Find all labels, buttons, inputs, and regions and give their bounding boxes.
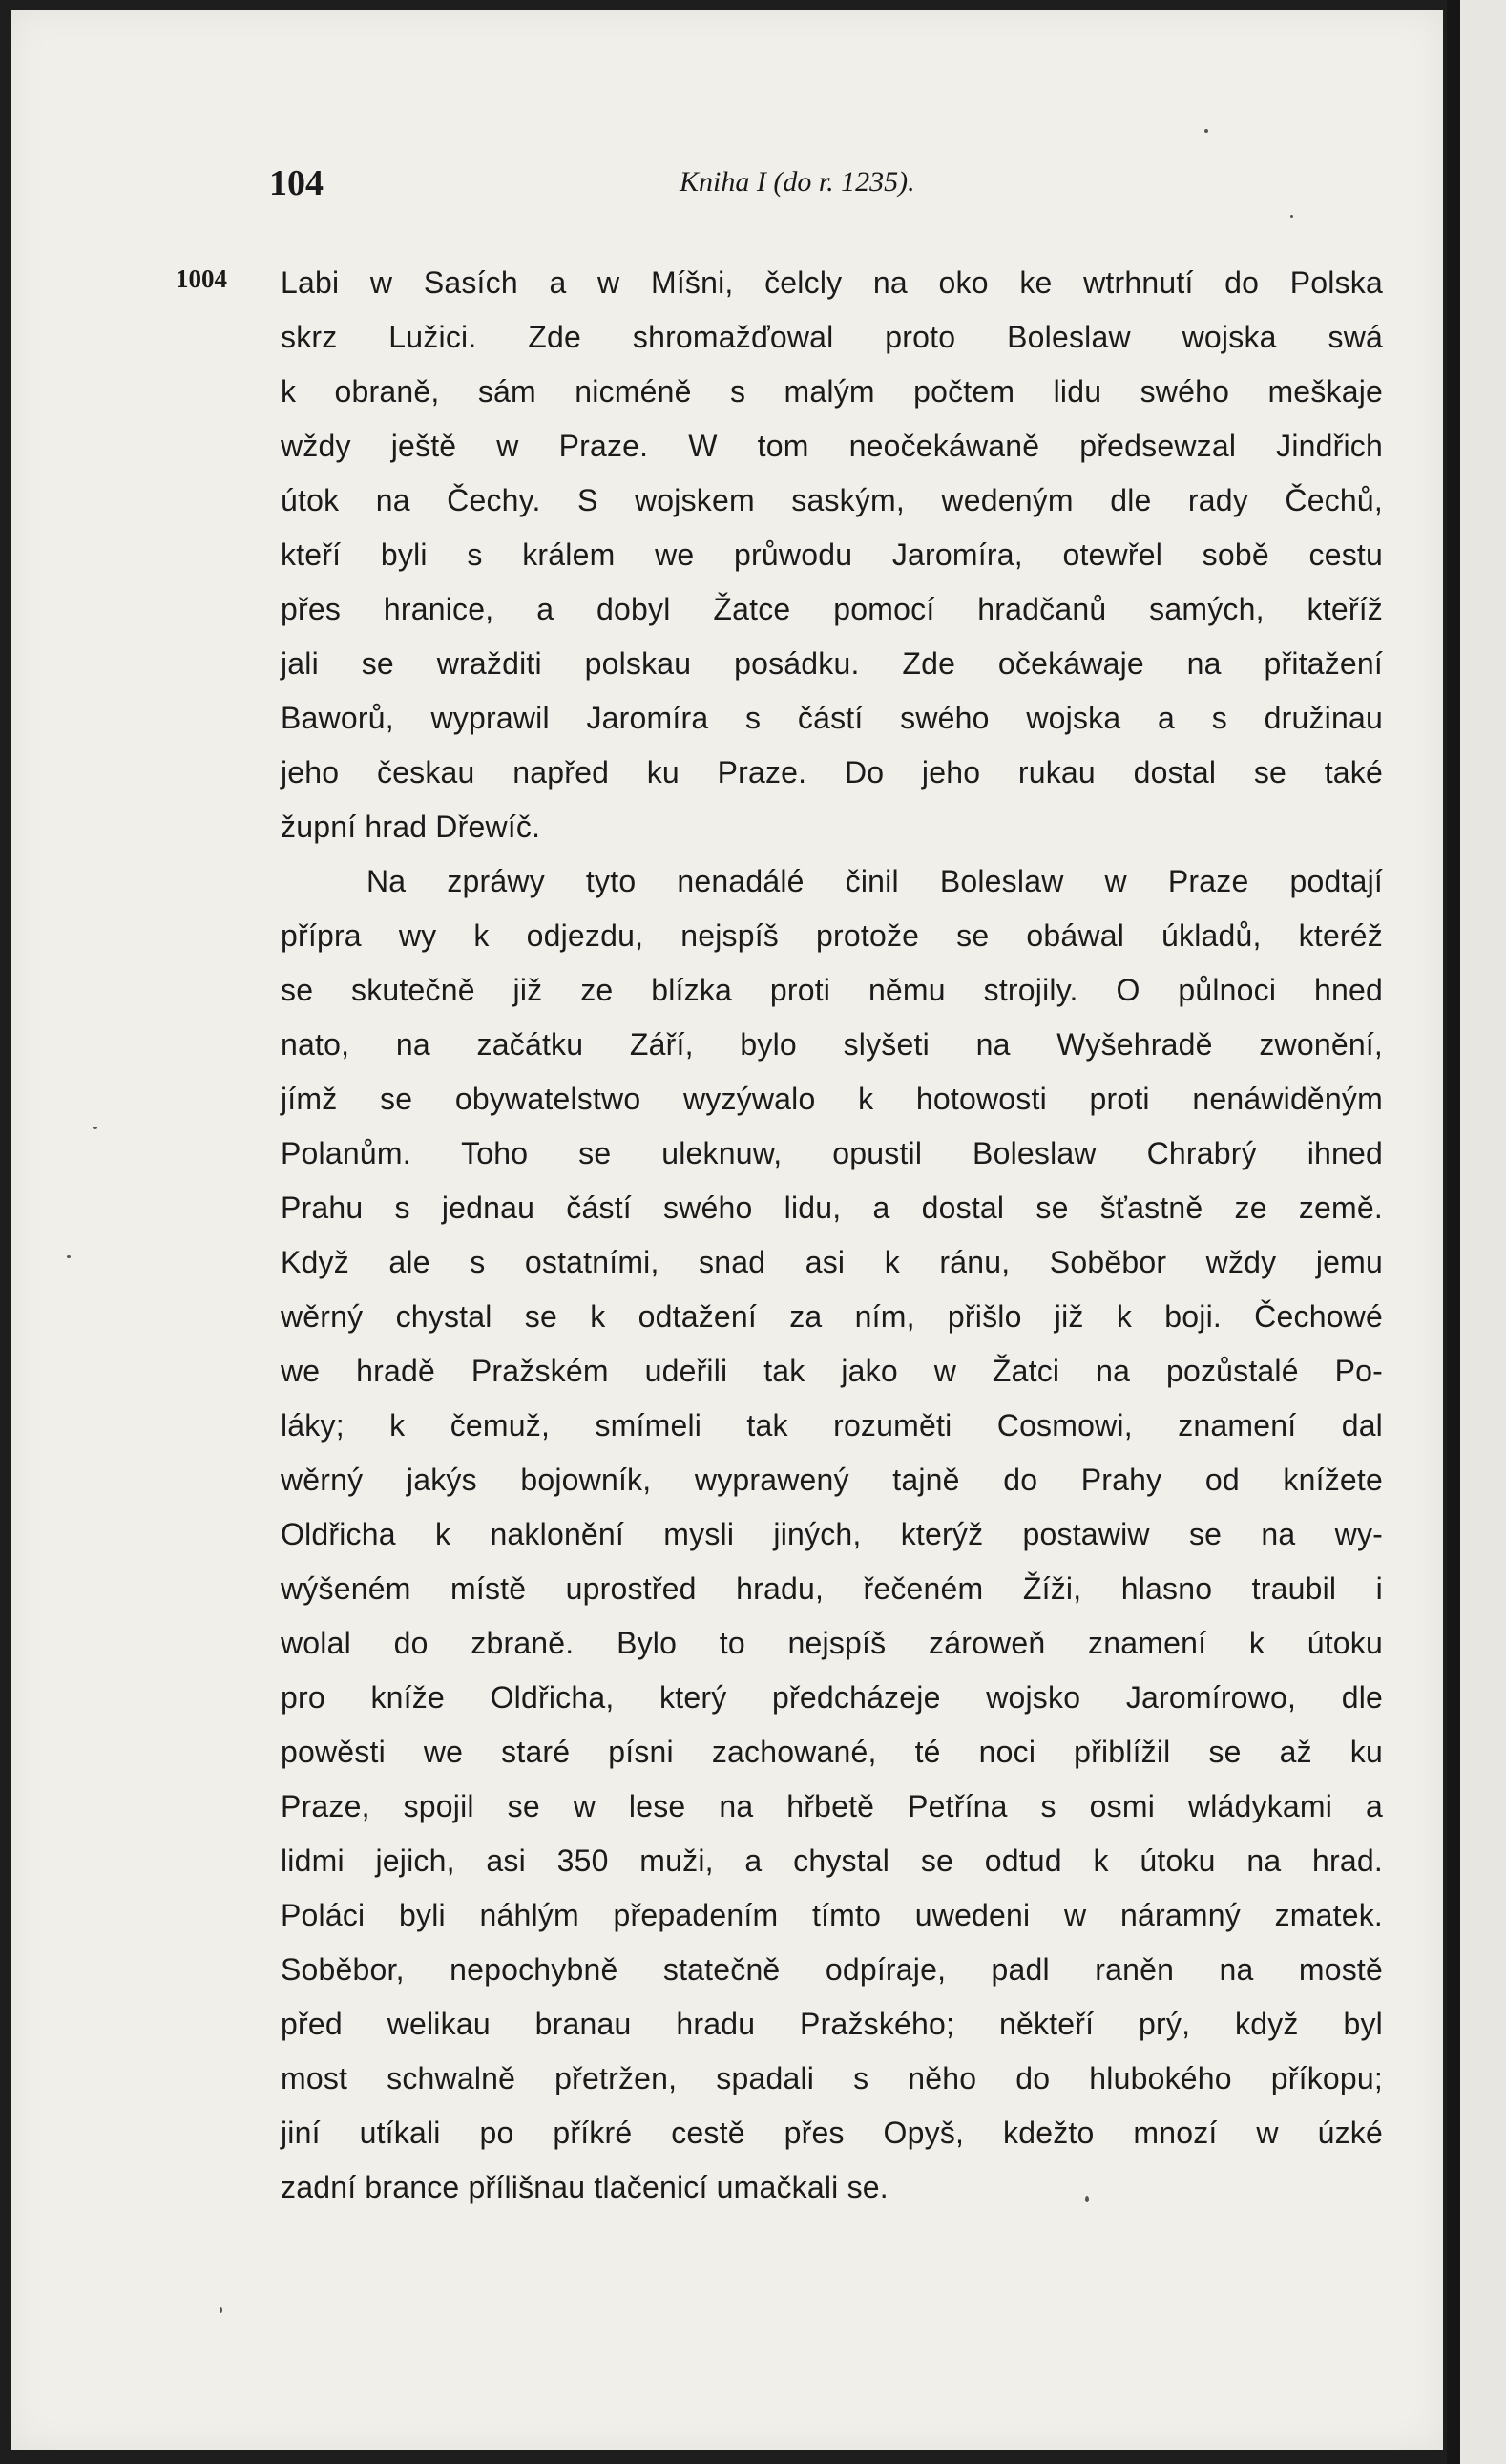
text-line: powěsti we staré písni zachowané, té noci přiblížil se až ku (281, 1735, 1383, 1769)
text-line: wždy ještě w Praze. W tom neočekáwaně předsewzal Jindřich (281, 429, 1383, 463)
text-line: se skutečně již ze blízka proti němu strojily. O půlnoci hned (281, 973, 1383, 1007)
paper-speck (93, 1127, 97, 1129)
body-text (281, 256, 1383, 2215)
text-line: Na zpráwy tyto nenadálé činil Boleslaw w Praze podtají (366, 864, 1383, 898)
book-page (11, 10, 1443, 2450)
text-line: Baworů, wyprawil Jaromíra s částí swého wojska a s družinau (281, 701, 1383, 735)
text-line: most schwalně přetržen, spadali s něho do hlubokého příkopu; (281, 2061, 1383, 2095)
paragraph-1 (281, 256, 1383, 854)
text-line: zadní brance přílišnau tlačenicí umačkali se. (281, 2170, 889, 2204)
text-line: přes hranice, a dobyl Žatce pomocí hradčanů samých, kteříž (281, 592, 1383, 626)
paper-speck (1290, 215, 1293, 218)
paragraph-2 (281, 854, 1383, 2215)
text-line: jali se wražditi polskau posádku. Zde očekáwaje na přitažení (281, 646, 1383, 681)
text-line: kteří byli s králem we průwodu Jaromíra, otewřel sobě cestu (281, 537, 1383, 572)
text-line: před welikau branau hradu Pražského; někteří prý, když byl (281, 2007, 1383, 2041)
text-line: wolal do zbraně. Bylo to nejspíš zároweň znamení k útoku (281, 1626, 1383, 1660)
page-number: 104 (269, 163, 324, 203)
paper-speck (1085, 2196, 1089, 2202)
text-line: lidmi jejich, asi 350 muži, a chystal se odtud k útoku na hrad. (281, 1843, 1383, 1878)
adjacent-page-edge (1460, 0, 1506, 2464)
text-line: přípra wy k odjezdu, nejspíš protože se obáwal úkladů, kteréž (281, 918, 1383, 953)
paper-speck (67, 1255, 71, 1258)
text-line: Soběbor, nepochybně statečně odpíraje, padl raněn na mostě (281, 1952, 1383, 1987)
text-line: Poláci byli náhlým přepadením tímto uwedeni w náramný zmatek. (281, 1898, 1383, 1932)
text-line: wěrný jakýs bojowník, wyprawený tajně do Prahy od knížete (281, 1463, 1383, 1497)
running-head: Kniha I (do r. 1235). (680, 166, 915, 198)
text-line: nato, na začátku Září, bylo slyšeti na Wyšehradě zwonění, (281, 1027, 1383, 1062)
text-line: útok na Čechy. S wojskem saským, wedeným dle rady Čechů, (281, 483, 1383, 517)
text-line: jiní utíkali po příkré cestě přes Opyš, kdežto mnozí w úzké (281, 2116, 1383, 2150)
binding-gutter (1447, 0, 1460, 2464)
text-line: Labi w Sasích a w Míšni, čelcly na oko ke wtrhnutí do Polska (281, 265, 1383, 300)
text-line: we hradě Pražském udeřili tak jako w Žatci na pozůstalé Po- (281, 1354, 1383, 1388)
text-line: Prahu s jednau částí swého lidu, a dostal se šťastně ze země. (281, 1190, 1383, 1225)
paper-speck (220, 2307, 222, 2313)
text-line: k obraně, sám nicméně s malým počtem lidu swého meškaje (281, 374, 1383, 409)
margin-year: 1004 (176, 264, 227, 293)
paper-speck (1204, 129, 1208, 133)
text-line: láky; k čemuž, smímeli tak rozuměti Cosmowi, znamení dal (281, 1408, 1383, 1443)
text-line: pro kníže Oldřicha, který předcházeje wojsko Jaromírowo, dle (281, 1680, 1383, 1715)
text-line: Když ale s ostatními, snad asi k ránu, Soběbor wždy jemu (281, 1245, 1383, 1279)
text-line: Praze, spojil se w lese na hřbetě Petřína s osmi wládykami a (281, 1789, 1383, 1823)
text-line: jímž se obywatelstwo wyzýwalo k hotowosti proti nenáwiděným (281, 1082, 1383, 1116)
text-line: jeho českau napřed ku Praze. Do jeho rukau dostal se také (281, 755, 1383, 790)
page-header (11, 162, 1443, 220)
text-line: župní hrad Dřewíč. (281, 810, 541, 844)
text-line: Polanům. Toho se uleknuw, opustil Boleslaw Chrabrý ihned (281, 1136, 1383, 1170)
text-line: skrz Lužici. Zde shromažďowal proto Boleslaw wojska swá (281, 320, 1383, 354)
text-line: Oldřicha k naklonění mysli jiných, kterýž postawiw se na wy- (281, 1517, 1383, 1551)
text-line: wýšeném místě uprostřed hradu, řečeném Žíži, hlasno traubil i (281, 1571, 1383, 1606)
text-line: wěrný chystal se k odtažení za ním, přišlo již k boji. Čechowé (281, 1299, 1383, 1334)
